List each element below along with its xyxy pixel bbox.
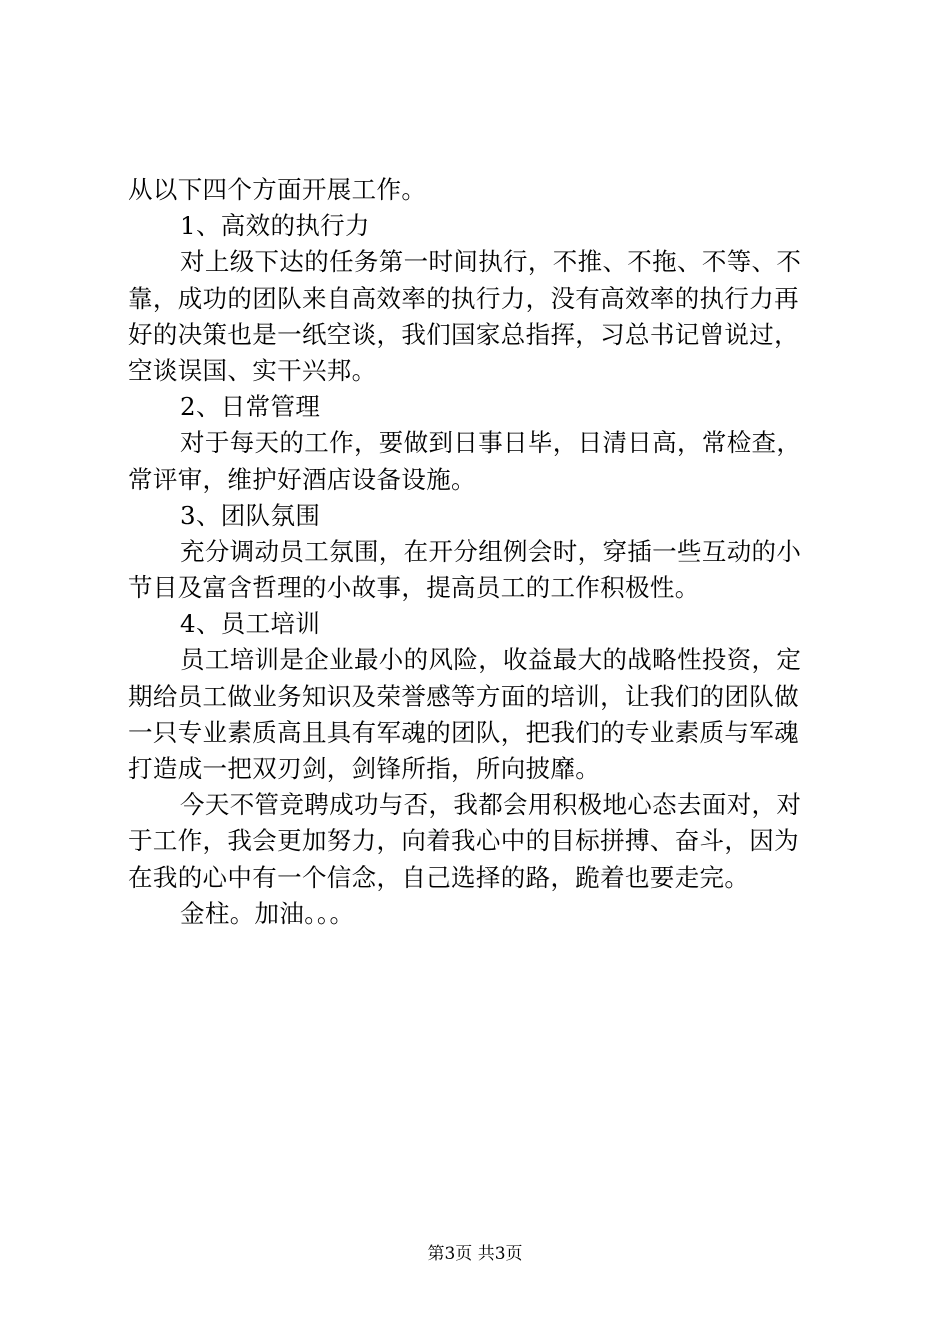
- text-line: 于工作，我会更加努力，向着我心中的目标拼搏、奋斗，因为: [128, 826, 799, 856]
- text-line: 对于每天的工作，要做到日事日毕，日清日高，常检查，: [180, 428, 802, 458]
- text-line: 今天不管竞聘成功与否，我都会用积极地心态去面对，对: [180, 790, 802, 820]
- text-line: 从以下四个方面开展工作。: [128, 175, 427, 204]
- text-line: 空谈误国、实干兴邦。: [128, 355, 377, 385]
- text-line: 金柱。加油。。。: [180, 898, 355, 928]
- page-number-footer: 第3页 共3页: [427, 1244, 523, 1264]
- text-line: 期给员工做业务知识及荣誉感等方面的培训，让我们的团队做: [128, 681, 799, 711]
- text-line: 2、日常管理: [180, 392, 321, 422]
- text-line: 在我的心中有一个信念，自己选择的路，跪着也要走完。: [128, 862, 750, 892]
- text-line: 员工培训是企业最小的风险，收益最大的战略性投资，定: [180, 645, 802, 675]
- text-line: 充分调动员工氛围，在开分组例会时，穿插一些互动的小: [180, 536, 802, 566]
- document-body: [128, 172, 808, 932]
- text-line: 1、高效的执行力: [180, 211, 370, 241]
- text-line: 4、员工培训: [180, 609, 321, 639]
- text-line: 好的决策也是一纸空谈，我们国家总指挥，习总书记曾说过，: [128, 319, 799, 349]
- text-line: 节目及富含哲理的小故事，提高员工的工作积极性。: [128, 573, 700, 603]
- text-line: 对上级下达的任务第一时间执行，不推、不拖、不等、不: [180, 247, 802, 277]
- text-line: 打造成一把双刃剑，剑锋所指，所向披靡。: [128, 754, 601, 783]
- text-line: 3、团队氛围: [180, 500, 321, 530]
- text-line: 常评审，维护好酒店设备设施。: [128, 464, 476, 494]
- text-line: 靠，成功的团队来自高效率的执行力，没有高效率的执行力再: [128, 283, 799, 313]
- text-line: 一只专业素质高且具有军魂的团队，把我们的专业素质与军魂: [128, 717, 799, 747]
